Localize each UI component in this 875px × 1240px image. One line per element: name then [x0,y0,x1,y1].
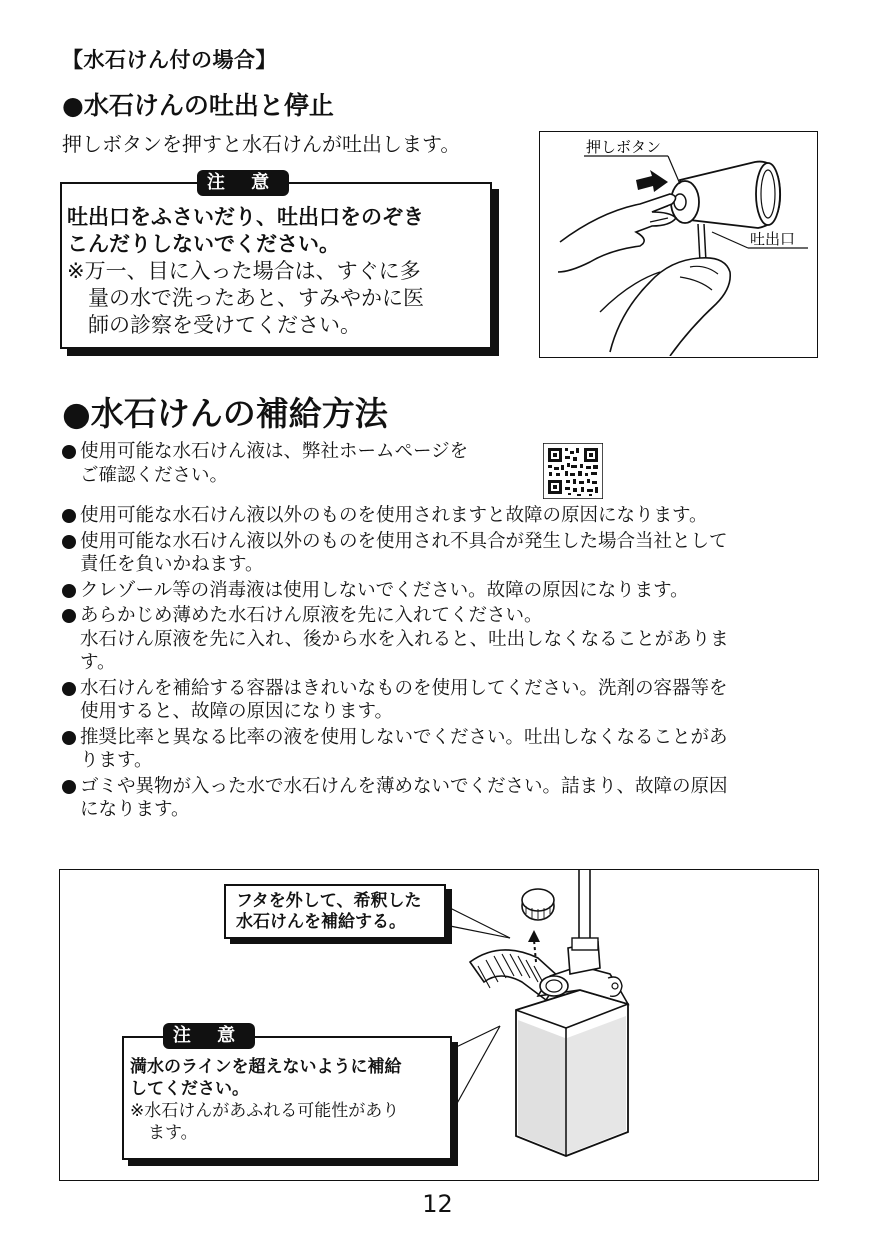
caution-note-line: ※万一、目に入った場合は、すぐに多 [67,259,421,283]
heading-refill: ●水石けんの補給方法 [62,394,388,433]
caution-bold-line: 満水のラインを超えないように補給 [130,1057,402,1077]
refill-bullet-list [62,440,822,822]
caution-label: 注 意 [197,170,289,196]
list-item-line: 水石けんを補給する容器はきれいなものを使用してください。洗剤の容器等を [80,677,728,699]
list-item-line: 使用すると、故障の原因になります。 [80,701,394,722]
list-item-line: 使用可能な水石けん液以外のものを使用されますと故障の原因になります。 [80,505,708,526]
list-item-line: 水石けん原液を先に入れ、後から水を入れると、吐出しなくなることがありま [80,628,729,650]
callout-line: 水石けんを補給する。 [236,912,406,932]
page-number: 12 [422,1190,453,1218]
label-outlet: 吐出口 [750,230,796,248]
refill-callout [224,884,446,939]
list-item-line: ゴミや異物が入った水で水石けんを薄めないでください。詰まり、故障の原因 [80,775,728,797]
caution-bold-line: こんだりしないでください。 [67,232,340,256]
list-item-line: 使用可能な水石けん液以外のものを使用され不具合が発生した場合当社として [80,530,728,552]
list-item [62,677,822,724]
list-item-line: ります。 [80,750,153,771]
caution-note-line: ます。 [148,1123,198,1143]
push-button-illustration [540,132,816,356]
list-item-line: あらかじめ薄めた水石けん原液を先に入れてください。 [80,605,543,626]
list-item [62,579,822,603]
list-item-line: クレゾール等の消毒液は使用しないでください。故障の原因になります。 [80,579,689,601]
list-item [62,775,822,822]
heading-dispense: ●水石けんの吐出と停止 [62,91,334,120]
caution-note-line: ※水石けんがあふれる可能性があり [130,1101,400,1121]
intro-text: 押しボタンを押すと水石けんが吐出します。 [62,132,461,156]
list-item-line: 責任を負いかねます。 [80,554,264,575]
section-label: 【水石けん付の場合】 [62,48,277,72]
list-item [62,530,822,577]
list-item [62,504,822,528]
list-item [62,604,822,675]
list-item [62,726,822,773]
caution-bold-line: してください。 [130,1079,249,1099]
list-item-line: ご確認ください。 [80,464,229,486]
caution-note-line: 師の診察を受けてください。 [88,313,361,337]
label-push-button: 押しボタン [586,138,662,156]
callout-line: フタを外して、希釈した [236,891,422,911]
list-item-line: 使用可能な水石けん液は、弊社ホームページを [80,441,469,462]
list-item-line: 推奨比率と異なる比率の液を使用しないでください。吐出しなくなることがあ [80,726,728,748]
figure-refill [59,869,819,1181]
caution-note-line: 量の水で洗ったあと、すみやかに医 [88,286,424,310]
list-item-line: す。 [80,652,116,673]
figure-push-button [539,131,818,358]
list-item [62,440,550,487]
caution-bold-line: 吐出口をふさいだり、吐出口をのぞき [67,205,424,229]
list-item-line: になります。 [80,799,190,820]
caution-label: 注 意 [163,1023,255,1049]
